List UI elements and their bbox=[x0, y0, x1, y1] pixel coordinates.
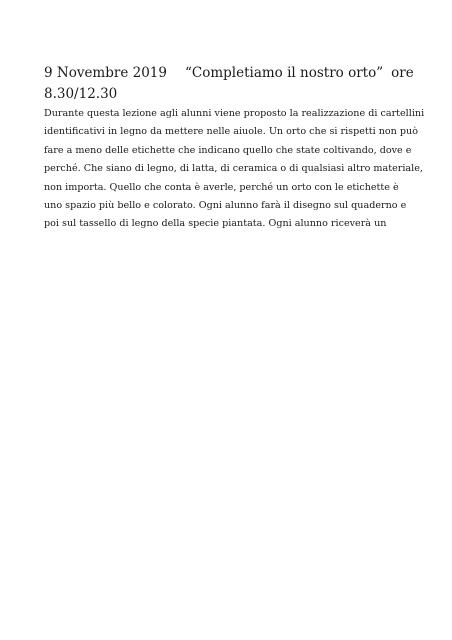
text-line: Durante questa lezione agli alunni viene proposto la realizzazione di cartellini bbox=[44, 108, 425, 119]
lesson-date: 9 Novembre 2019 bbox=[44, 65, 167, 81]
lesson-time: 8.30/12.30 bbox=[44, 86, 118, 102]
time-label: ore bbox=[391, 65, 414, 81]
lesson-heading bbox=[44, 63, 414, 105]
text-line: poi sul tassello di legno della specie piantata. Ogni alunno riceverà un bbox=[44, 218, 387, 230]
lesson-title: “Completiamo il nostro orto” bbox=[184, 65, 384, 81]
text-line: non importa. Quello che conta è averle, perché un orto con le etichette è bbox=[44, 181, 399, 193]
text-line: identificativi in legno da mettere nelle aiuole. Un orto che si rispetti non può bbox=[44, 126, 419, 138]
text-line: uno spazio più bello e colorato. Ogni alunno farà il disegno sul quaderno e bbox=[44, 200, 407, 212]
lesson-description bbox=[44, 105, 425, 234]
heading-line bbox=[44, 63, 414, 84]
text-line: perché. Che siano di legno, di latta, di ceramica o di qualsiasi altro materiale, bbox=[44, 163, 423, 175]
text-line: fare a meno delle etichette che indicano quello che state coltivando, dove e bbox=[44, 144, 412, 156]
